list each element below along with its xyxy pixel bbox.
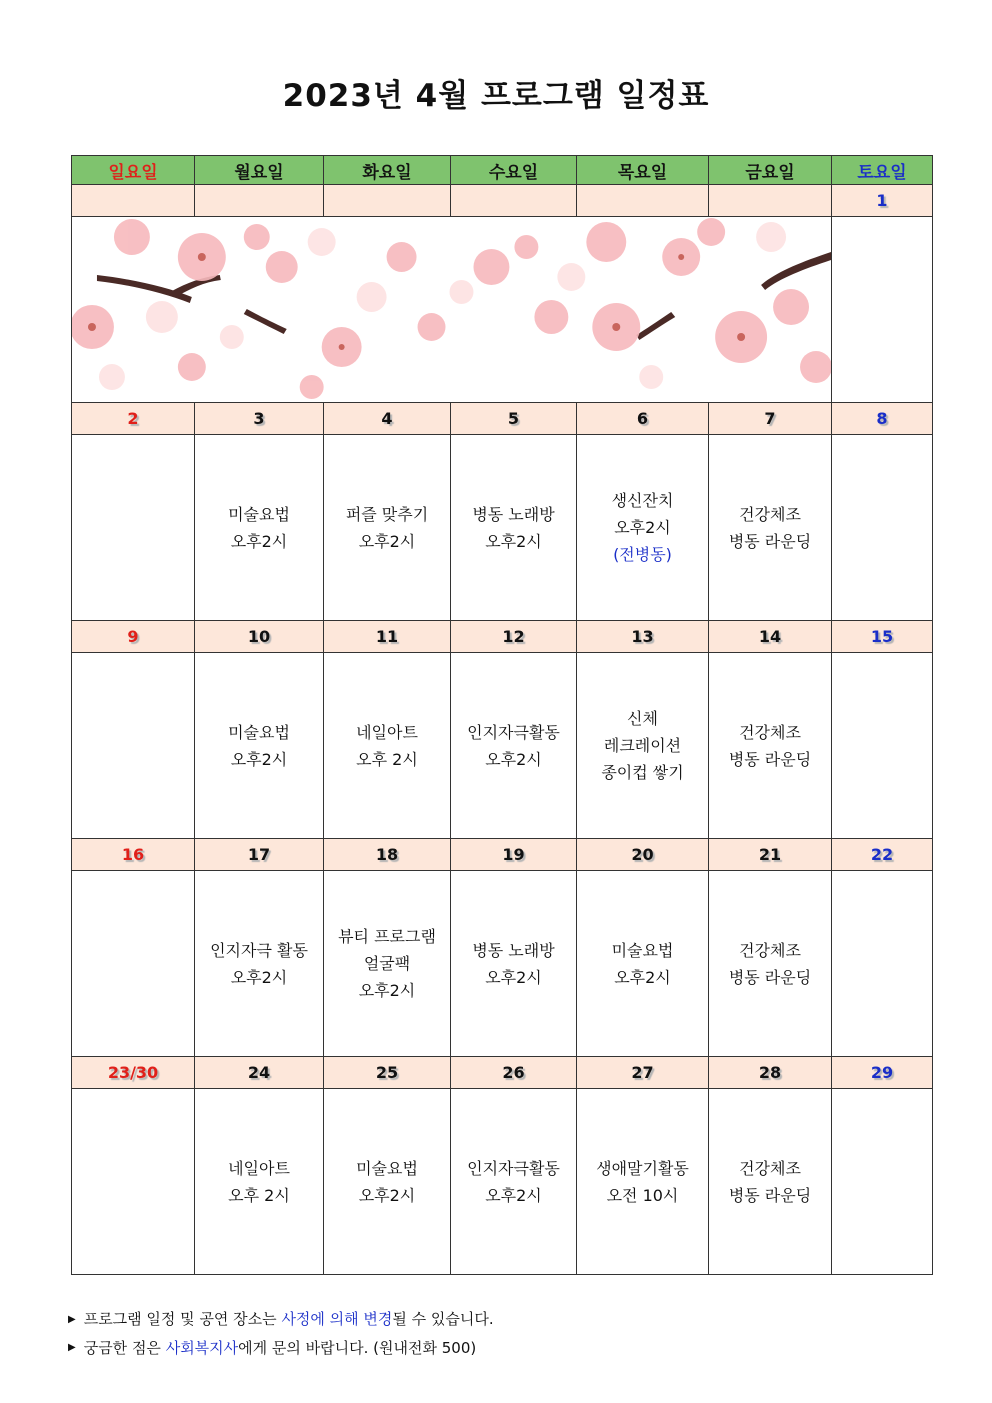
- date-cell: 10: [195, 621, 324, 653]
- cherry-blossom-banner: [72, 217, 832, 403]
- activity-line: 병동 라운딩: [728, 967, 812, 987]
- date-cell-empty: [195, 185, 324, 217]
- date-cell: 15: [832, 621, 933, 653]
- activity-line: 병동 라운딩: [728, 749, 812, 769]
- note-highlight: 사회복지사: [165, 1338, 239, 1357]
- activity-cell: [324, 1089, 451, 1275]
- date-cell-empty: [451, 185, 577, 217]
- note-text: 될 수 있습니다.: [392, 1310, 494, 1328]
- date-row: [72, 621, 933, 653]
- date-row: [72, 839, 933, 871]
- activity-line: 미술요법: [611, 940, 674, 960]
- activity-row: [72, 435, 933, 621]
- activity-cell: [195, 871, 324, 1057]
- activity-cell-empty: [832, 1089, 933, 1275]
- note-text: 궁금한 점은: [83, 1338, 166, 1357]
- activity-time: 오후2시: [230, 531, 288, 551]
- date-cell: 22: [832, 839, 933, 871]
- date-cell: 14: [709, 621, 832, 653]
- date-cell: 12: [451, 621, 577, 653]
- date-cell: 19: [451, 839, 577, 871]
- calendar-table: [71, 155, 933, 1275]
- note-text: 에게 문의 바랍니다. (원내전화 500): [238, 1338, 477, 1357]
- activity-line: 생애말기활동: [596, 1158, 689, 1178]
- activity-cell: [195, 435, 324, 621]
- activity-line: 미술요법: [228, 722, 290, 742]
- activity-time: 오후2시: [485, 749, 542, 769]
- date-cell: 11: [324, 621, 451, 653]
- activity-time: 오후2시: [358, 981, 416, 1000]
- date-cell: 24: [195, 1057, 324, 1089]
- activity-line: 인지자극활동: [467, 1158, 560, 1178]
- activity-line: 병동 라운딩: [728, 1185, 812, 1205]
- triangle-bullet-icon: ▶: [68, 1342, 76, 1353]
- date-cell: 4: [324, 403, 451, 435]
- activity-line: 병동 라운딩: [728, 531, 812, 551]
- activity-cell: [577, 653, 709, 839]
- weekday-header: 월요일: [195, 156, 324, 185]
- date-cell: 28: [709, 1057, 832, 1089]
- weekday-header: 금요일: [709, 156, 832, 185]
- activity-cell: [195, 1089, 324, 1275]
- activity-note: (전병동): [613, 545, 672, 564]
- cherry-blossom-image: [72, 217, 831, 402]
- activity-line: 미술요법: [228, 504, 290, 524]
- note-text: 프로그램 일정 및 공연 장소는: [83, 1310, 282, 1328]
- date-row: [72, 185, 933, 217]
- activity-cell: [324, 871, 451, 1057]
- activity-cell: [577, 871, 709, 1057]
- date-cell: 18: [324, 839, 451, 871]
- activity-time: 오후2시: [230, 967, 288, 987]
- activity-line: 병동 노래방: [472, 940, 555, 960]
- activity-row: [72, 871, 933, 1057]
- activity-row: [72, 1089, 933, 1275]
- activity-line: 얼굴팩: [363, 954, 411, 973]
- weekday-header-row: [72, 156, 933, 185]
- date-cell: 16: [72, 839, 195, 871]
- activity-cell: [324, 653, 451, 839]
- activity-line: 생신잔치: [611, 491, 674, 510]
- activity-line: 인지자극활동: [467, 722, 560, 742]
- activity-time: 오후2시: [485, 1185, 542, 1205]
- activity-cell-empty: [72, 871, 195, 1057]
- date-row: [72, 1057, 933, 1089]
- weekday-header: 수요일: [451, 156, 577, 185]
- activity-line: 인지자극 활동: [210, 940, 308, 960]
- date-cell: 8: [832, 403, 933, 435]
- activity-line: 건강체조: [739, 1158, 801, 1178]
- date-row: [72, 403, 933, 435]
- date-cell: 23/30: [72, 1057, 195, 1089]
- note-contact: [68, 1334, 494, 1363]
- activity-time: 오후2시: [485, 967, 542, 987]
- activity-line: 병동 노래방: [472, 504, 555, 524]
- weekday-header: 일요일: [72, 156, 195, 185]
- activity-time: 오후 2시: [356, 749, 418, 769]
- date-cell: 6: [577, 403, 709, 435]
- date-cell: 13: [577, 621, 709, 653]
- activity-time: 오후2시: [230, 749, 288, 769]
- activity-cell-empty: [72, 1089, 195, 1275]
- footer-notes: [68, 1305, 494, 1362]
- activity-time: 오후2시: [485, 531, 542, 551]
- activity-cell: [451, 871, 577, 1057]
- activity-line: 종이컵 쌓기: [601, 763, 684, 782]
- triangle-bullet-icon: ▶: [68, 1313, 76, 1325]
- activity-time: 오후2시: [614, 518, 671, 537]
- activity-line: 네일아트: [356, 722, 418, 742]
- activity-row: [72, 653, 933, 839]
- note-schedule-change: [68, 1305, 494, 1334]
- activity-cell: [709, 653, 832, 839]
- activity-line: 레크레이션: [603, 736, 682, 755]
- activity-time: 오후2시: [358, 1185, 416, 1205]
- activity-line: 뷰티 프로그램: [338, 927, 436, 946]
- activity-cell: [451, 1089, 577, 1275]
- activity-line: 건강체조: [739, 504, 801, 524]
- activity-line: 퍼즐 맞추기: [345, 504, 429, 524]
- activity-cell: [577, 435, 709, 621]
- date-cell: 29: [832, 1057, 933, 1089]
- date-cell: 5: [451, 403, 577, 435]
- date-cell: 2: [72, 403, 195, 435]
- date-cell-empty: [72, 185, 195, 217]
- date-cell: 17: [195, 839, 324, 871]
- activity-cell: [451, 435, 577, 621]
- empty-cell: [832, 217, 933, 403]
- activity-cell: [324, 435, 451, 621]
- date-cell: 25: [324, 1057, 451, 1089]
- date-cell: 7: [709, 403, 832, 435]
- banner-row: [72, 217, 933, 403]
- date-cell: 27: [577, 1057, 709, 1089]
- date-cell: 26: [451, 1057, 577, 1089]
- activity-line: 건강체조: [739, 722, 801, 742]
- activity-line: 건강체조: [739, 940, 801, 960]
- date-cell: 1: [832, 185, 933, 217]
- note-highlight: 사정에 의해 변경: [281, 1310, 393, 1328]
- date-cell-empty: [324, 185, 451, 217]
- activity-cell-empty: [832, 871, 933, 1057]
- activity-line: 신체: [627, 709, 658, 728]
- activity-cell: [709, 435, 832, 621]
- activity-line: 네일아트: [228, 1158, 290, 1178]
- activity-time: 오후2시: [614, 967, 671, 987]
- activity-cell-empty: [72, 435, 195, 621]
- activity-cell: [709, 871, 832, 1057]
- activity-cell: [451, 653, 577, 839]
- activity-line: 미술요법: [356, 1158, 418, 1178]
- date-cell: 21: [709, 839, 832, 871]
- activity-time: 오후2시: [358, 531, 416, 551]
- activity-cell: [195, 653, 324, 839]
- activity-time: 오후 2시: [228, 1185, 290, 1205]
- weekday-header: 토요일: [832, 156, 933, 185]
- weekday-header: 목요일: [577, 156, 709, 185]
- date-cell: 9: [72, 621, 195, 653]
- activity-time: 오전 10시: [606, 1185, 679, 1205]
- date-cell: 20: [577, 839, 709, 871]
- page-title: 2023년 4월 프로그램 일정표: [282, 78, 710, 114]
- date-cell: 3: [195, 403, 324, 435]
- weekday-header: 화요일: [324, 156, 451, 185]
- date-cell-empty: [709, 185, 832, 217]
- activity-cell: [577, 1089, 709, 1275]
- activity-cell: [709, 1089, 832, 1275]
- activity-cell-empty: [72, 653, 195, 839]
- activity-cell-empty: [832, 653, 933, 839]
- date-cell-empty: [577, 185, 709, 217]
- activity-cell-empty: [832, 435, 933, 621]
